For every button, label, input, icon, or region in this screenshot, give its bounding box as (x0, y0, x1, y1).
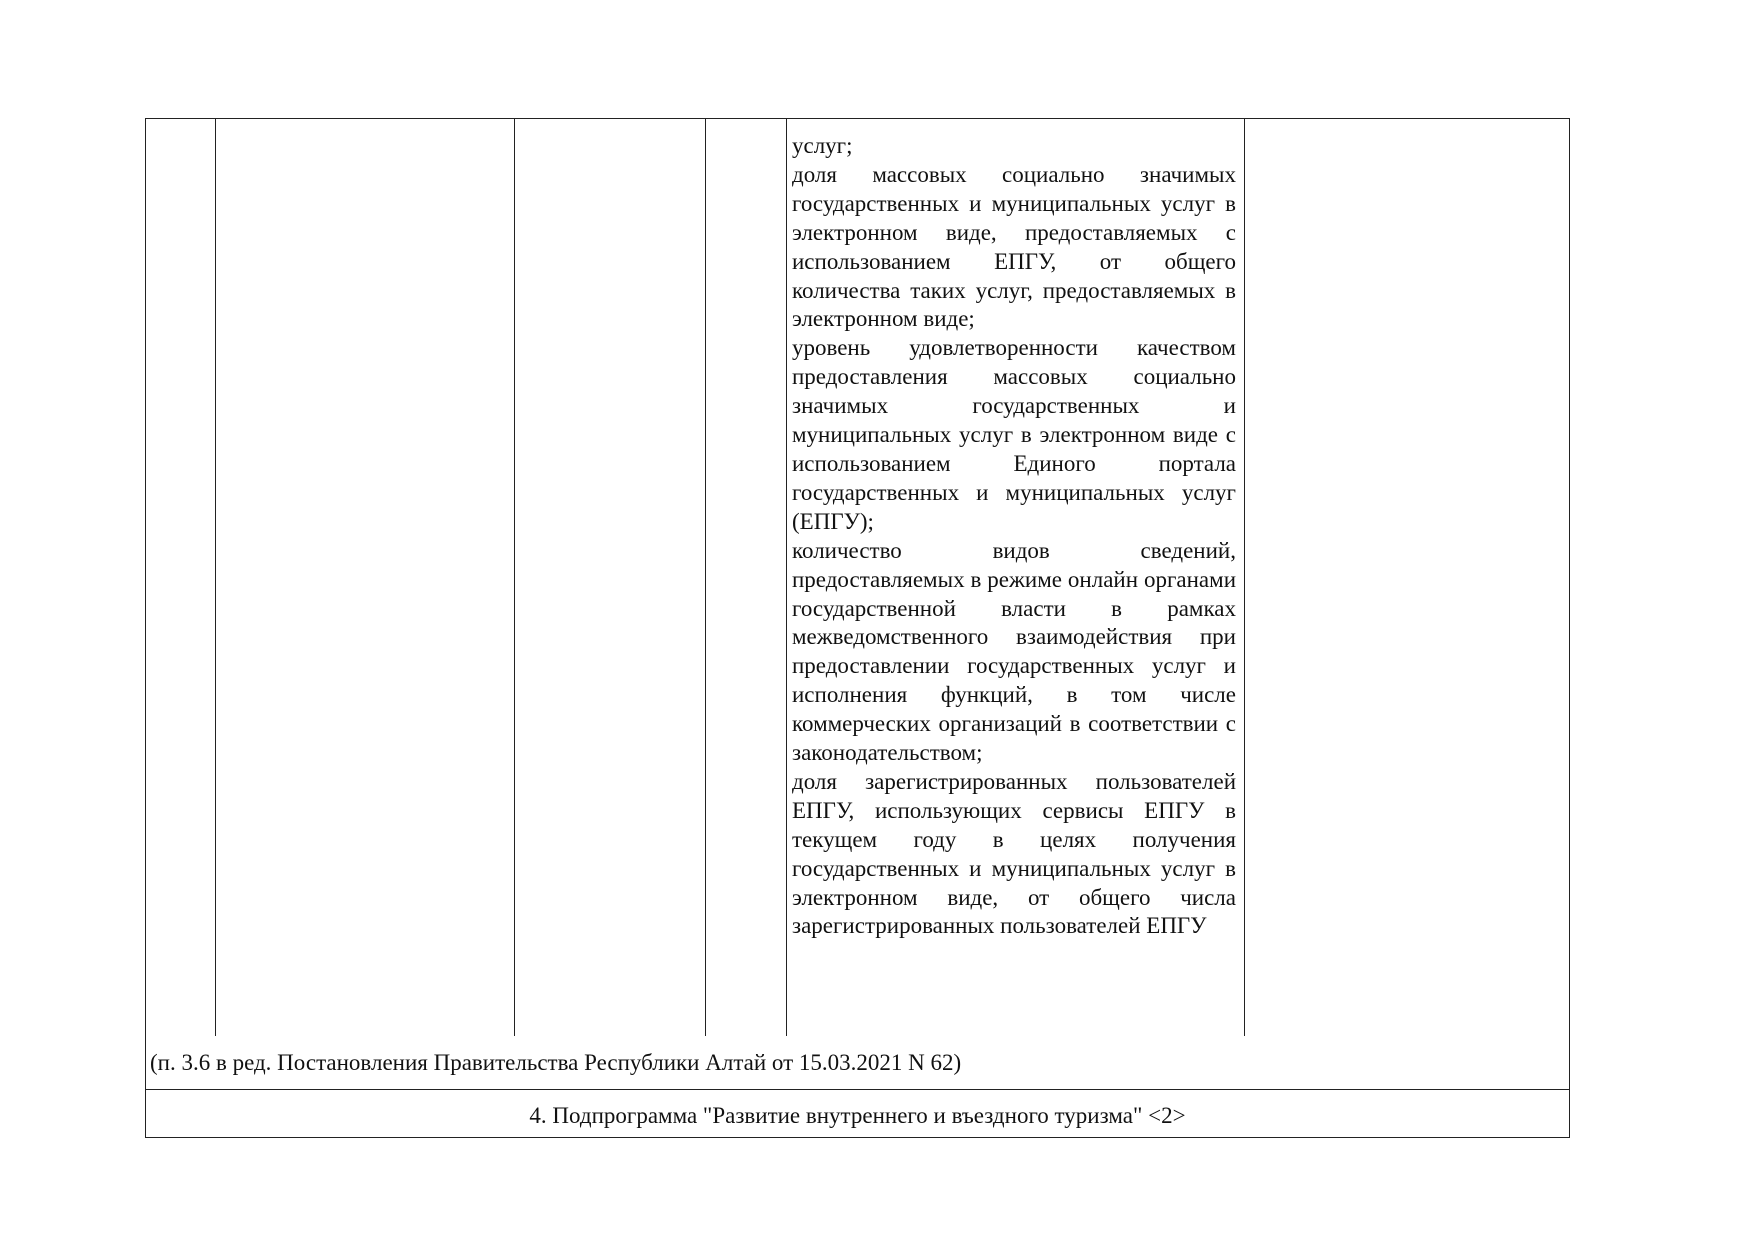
indicators-cell (792, 132, 1236, 941)
column-divider (514, 118, 515, 1036)
column-divider (1244, 118, 1245, 1036)
column-divider (215, 118, 216, 1036)
amendment-note: (п. 3.6 в ред. Постановления Правительства Республики Алтай от 15.03.2021 N 62) (150, 1050, 962, 1075)
indicator-line: услуг; (792, 133, 853, 158)
indicator-line: уровень удовлетворенности качеством предоставления массовых социально значимых государственных и муниципальных услуг в электронном виде с использованием Единого портала государственных и муниципальных услуг (ЕПГУ); (792, 335, 1236, 534)
row-divider (145, 1089, 1570, 1090)
indicator-line: доля массовых социально значимых государственных и муниципальных услуг в электронном виде, предоставляемых с использованием ЕПГУ, от общего количества таких услуг, предоставляемых в электронном виде; (792, 161, 1236, 332)
indicator-line: количество видов сведений, предоставляемых в режиме онлайн органами государственной власти в рамках межведомственного взаимодействия при предоставлении государственных услуг и исполнения функций, в том числе коммерческих организаций в соответствии с законодательством; (792, 537, 1236, 766)
section-heading: 4. Подпрограмма "Развитие внутреннего и въездного туризма" <2> (529, 1103, 1186, 1128)
column-divider (705, 118, 706, 1036)
indicator-line: доля зарегистрированных пользователей ЕПГУ, использующих сервисы ЕПГУ в текущем году в целях получения государственных и муниципальных услуг в электронном виде, от общего числа зарегистрированных пользователей ЕПГУ (792, 768, 1236, 939)
column-divider (786, 118, 787, 1036)
